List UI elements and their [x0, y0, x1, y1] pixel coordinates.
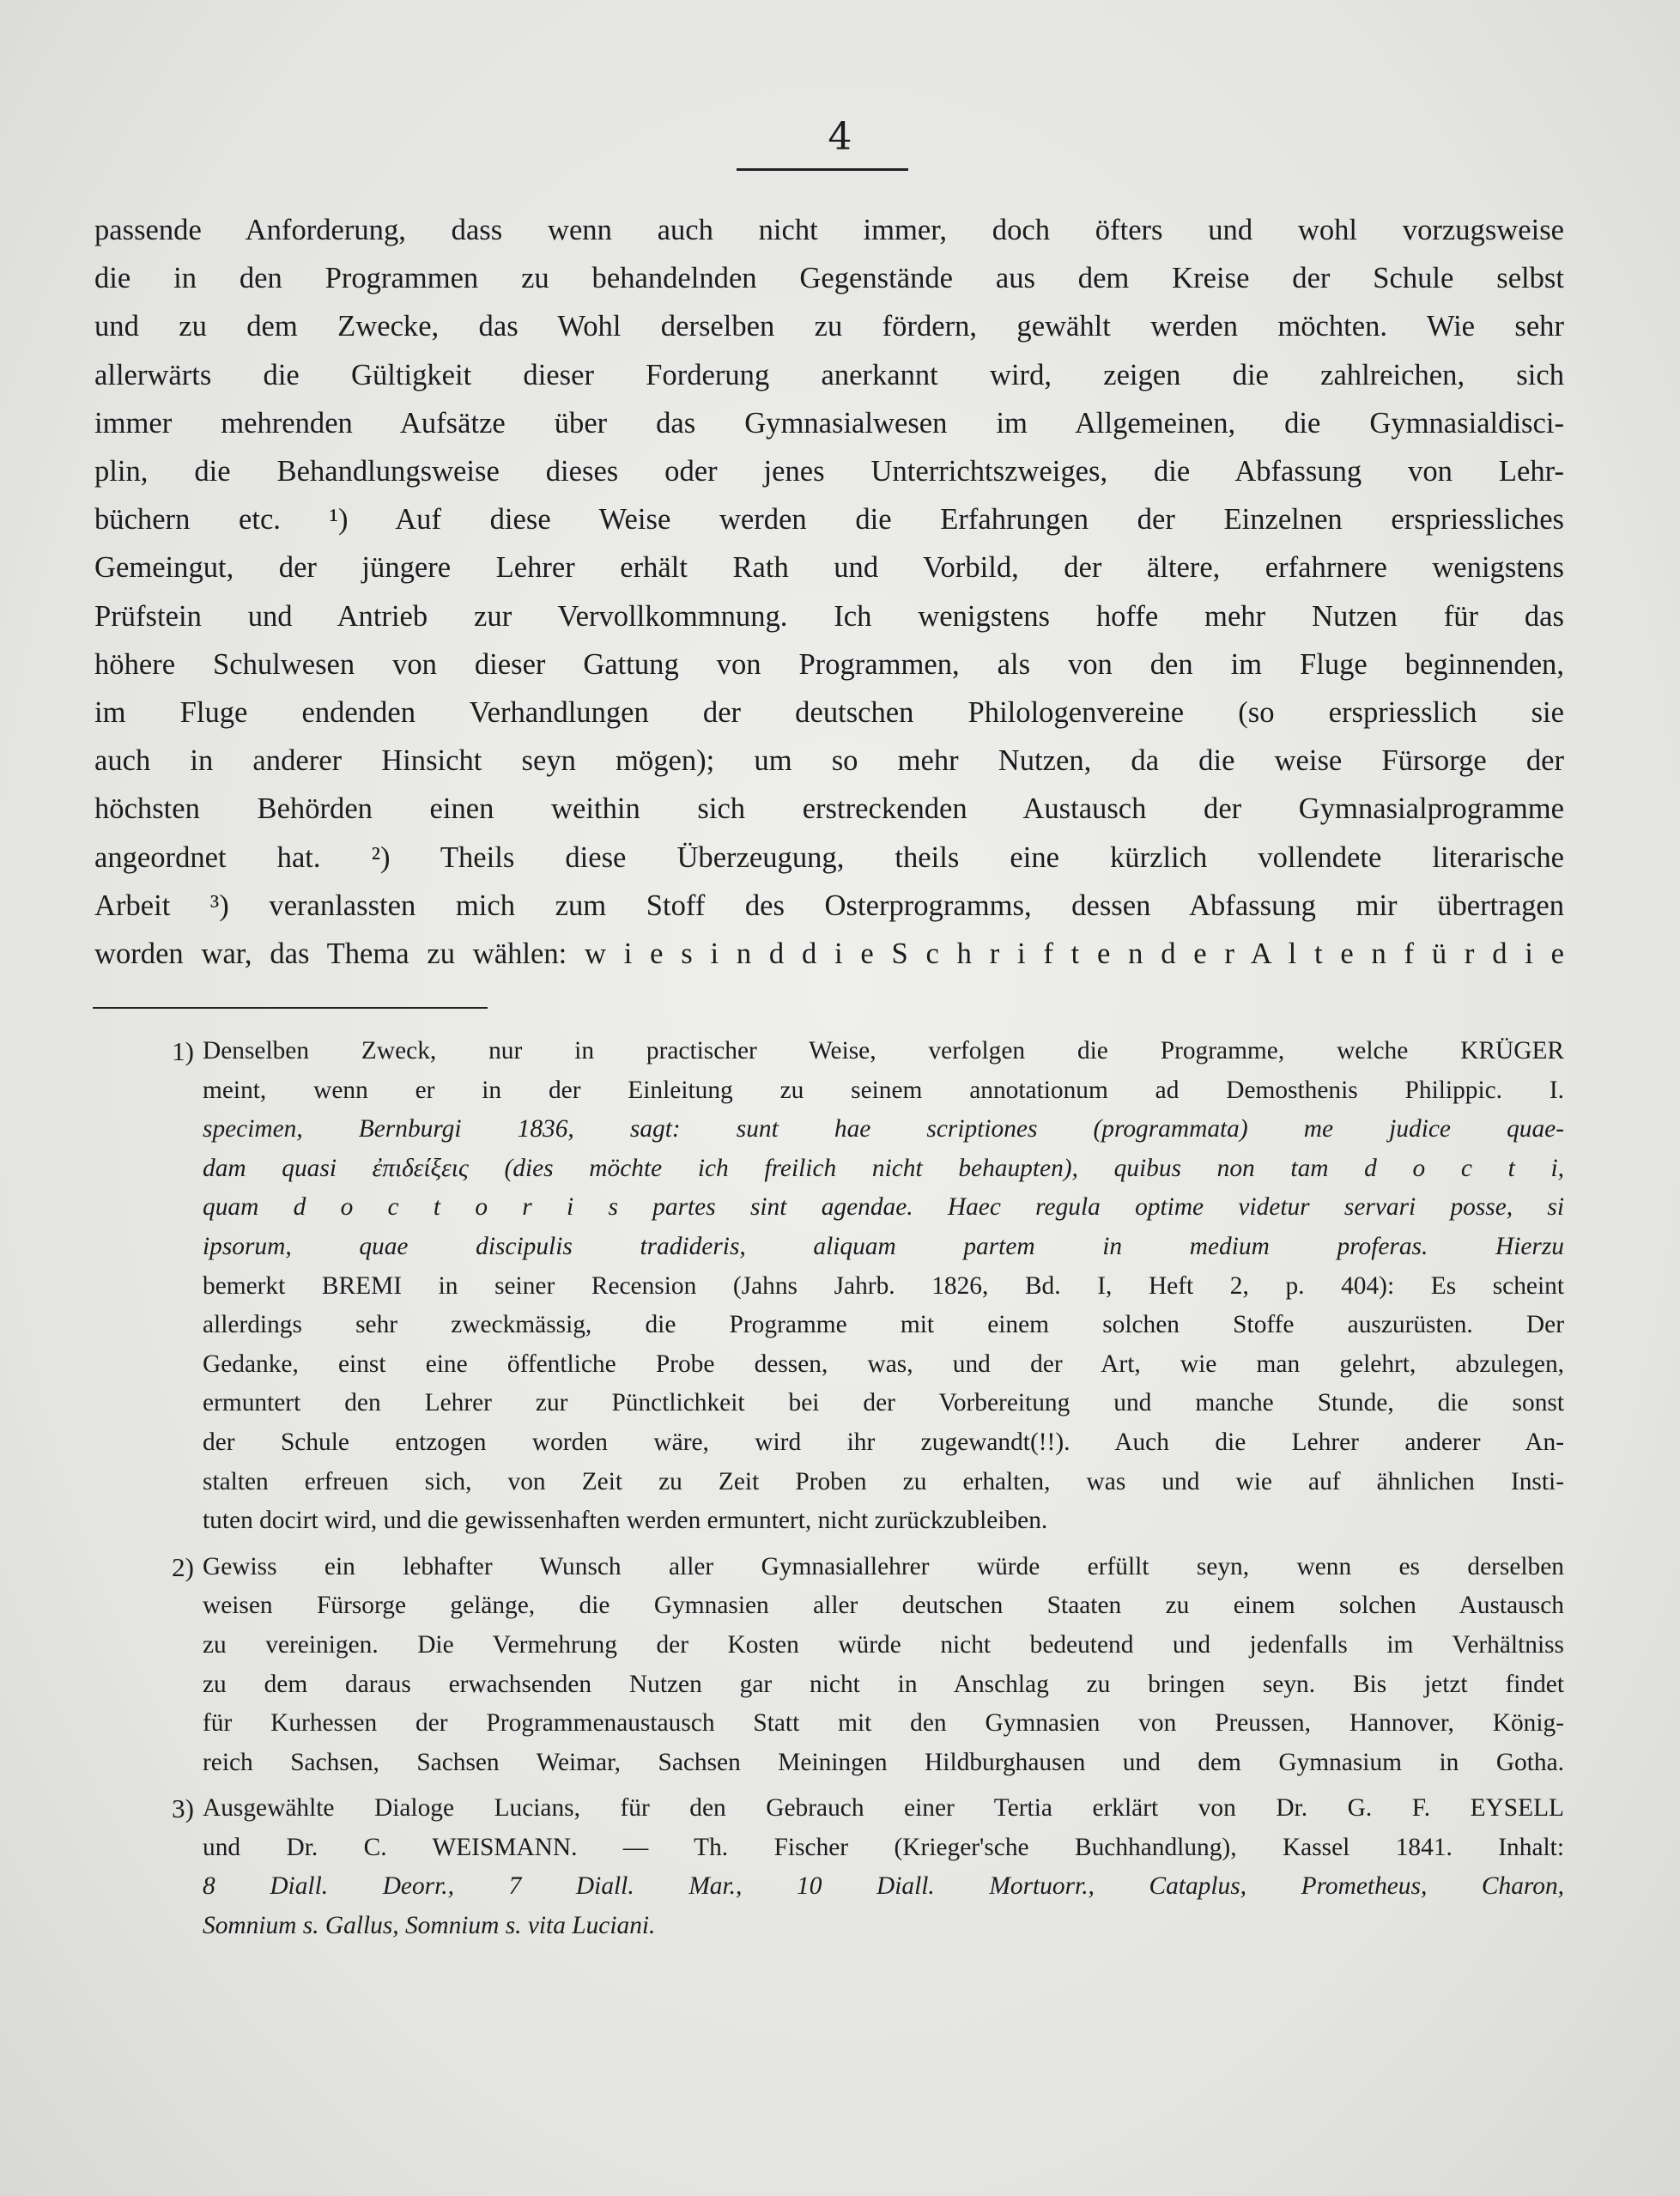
- footnote-number: 2): [172, 1551, 194, 1582]
- footnote-1: [146, 1032, 1564, 1541]
- body-line: immer mehrenden Aufsätze über das Gymnasialwesen im Allgemeinen, die Gymnasialdisci-: [94, 406, 1564, 440]
- footnote-line: 8 Diall. Deorr., 7 Diall. Mar., 10 Diall. Mortuorr., Cataplus, Prometheus, Charon,: [203, 1872, 1564, 1901]
- body-line: die in den Programmen zu behandelnden Gegenstände aus dem Kreise der Schule selbst: [94, 262, 1564, 295]
- footnote-number: 1): [172, 1036, 194, 1066]
- footnote-line: ermuntert den Lehrer zur Pünctlichkeit bei der Vorbereitung und manche Stunde, die sonst: [203, 1389, 1564, 1417]
- footnote-2: [146, 1548, 1564, 1783]
- footnote-line: stalten erfreuen sich, von Zeit zu Zeit Proben zu erhalten, was und wie auf ähnlichen Insti-: [203, 1467, 1564, 1495]
- footnote-line: für Kurhessen der Programmenaustausch Statt mit den Gymnasien von Preussen, Hannover, König-: [203, 1709, 1564, 1738]
- footnote-line: Gedanke, einst eine öffentliche Probe dessen, was, und der Art, wie man gelehrt, abzulegen,: [203, 1350, 1564, 1378]
- body-line: allerwärts die Gültigkeit dieser Forderung anerkannt wird, zeigen die zahlreichen, sich: [94, 358, 1564, 391]
- body-line: höchsten Behörden einen weithin sich erstreckenden Austausch der Gymnasialprogramme: [94, 792, 1564, 826]
- footnote-line: reich Sachsen, Sachsen Weimar, Sachsen Meiningen Hildburghausen und dem Gymnasium in Gotha.: [203, 1748, 1564, 1776]
- body-line: worden war, das Thema zu wählen: w i e s i n d d i e S c h r i f t e n d e r A l t e n f ü r d i e: [94, 937, 1564, 971]
- footnote-line: meint, wenn er in der Einleitung zu seinem annotationum ad Demosthenis Philippic. I.: [203, 1076, 1564, 1104]
- footnote-line: zu vereinigen. Die Vermehrung der Kosten würde nicht bedeutend und jedenfalls im Verhältniss: [203, 1630, 1564, 1659]
- footnote-line: bemerkt BREMI in seiner Recension (Jahns Jahrb. 1826, Bd. I, Heft 2, p. 404): Es scheint: [203, 1271, 1564, 1300]
- body-line: Gemeingut, der jüngere Lehrer erhält Rath und Vorbild, der ältere, erfahrnere wenigstens: [94, 551, 1564, 585]
- body-line: auch in anderer Hinsicht seyn mögen); um so mehr Nutzen, da die weise Fürsorge der: [94, 744, 1564, 778]
- body-line: Prüfstein und Antrieb zur Vervollkommnung. Ich wenigstens hoffe mehr Nutzen für das: [94, 599, 1564, 633]
- footnotes: [146, 1032, 1564, 1953]
- footnote-line: tuten docirt wird, und die gewissenhaften werden ermuntert, nicht zurückzubleiben.: [203, 1507, 1048, 1535]
- footnote-line: allerdings sehr zweckmässig, die Programme mit einem solchen Stoffe auszurüsten. Der: [203, 1311, 1564, 1339]
- body-line: angeordnet hat. ²) Theils diese Überzeugung, theils eine kürzlich vollendete literarische: [94, 840, 1564, 874]
- footnote-line: ipsorum, quae discipulis tradideris, aliquam partem in medium proferas. Hierzu: [203, 1232, 1564, 1260]
- body-line: höhere Schulwesen von dieser Gattung von Programmen, als von den im Fluge beginnenden,: [94, 647, 1564, 681]
- footnote-line: weisen Fürsorge gelänge, die Gymnasien aller deutschen Staaten zu einem solchen Austausch: [203, 1592, 1564, 1620]
- footnote-line: der Schule entzogen worden wäre, wird ihr zugewandt(!!). Auch die Lehrer anderer An-: [203, 1428, 1564, 1456]
- footnote-line: Gewiss ein lebhafter Wunsch aller Gymnasiallehrer würde erfüllt seyn, wenn es derselben: [203, 1552, 1564, 1580]
- footnote-number: 3): [172, 1793, 194, 1824]
- body-line: büchern etc. ¹) Auf diese Weise werden die Erfahrungen der Einzelnen erspriessliches: [94, 503, 1564, 537]
- body-line: passende Anforderung, dass wenn auch nicht immer, doch öfters und wohl vorzugsweise: [94, 214, 1564, 246]
- page-number-rule: [737, 168, 908, 171]
- footnote-line: zu dem daraus erwachsenden Nutzen gar nicht in Anschlag zu bringen seyn. Bis jetzt findet: [203, 1670, 1564, 1698]
- footnote-separator: [93, 1007, 488, 1009]
- page-number: 4: [828, 115, 852, 159]
- body-line: im Fluge endenden Verhandlungen der deutschen Philologenvereine (so erspriesslich sie: [94, 696, 1564, 730]
- footnote-3: [146, 1789, 1564, 1945]
- footnote-line: und Dr. C. WEISMANN. — Th. Fischer (Krieger'sche Buchhandlung), Kassel 1841. Inhalt:: [203, 1833, 1564, 1861]
- body-line: Arbeit ³) veranlassten mich zum Stoff des Osterprogramms, dessen Abfassung mir übertragen: [94, 889, 1564, 922]
- body-line: plin, die Behandlungsweise dieses oder jenes Unterrichtszweiges, die Abfassung von Lehr-: [94, 455, 1564, 488]
- footnote-line: Denselben Zweck, nur in practischer Weise, verfolgen die Programme, welche KRÜGER: [203, 1037, 1564, 1065]
- footnote-line: Ausgewählte Dialoge Lucians, für den Gebrauch einer Tertia erklärt von Dr. G. F. EYSELL: [203, 1794, 1564, 1823]
- footnote-line: dam quasi ἐπιδείξεις (dies möchte ich freilich nicht behaupten), quibus non tam d o c t i,: [203, 1154, 1564, 1182]
- footnote-line: specimen, Bernburgi 1836, sagt: sunt hae scriptiones (programmata) me judice quae-: [203, 1115, 1564, 1143]
- footnote-line: quam d o c t o r i s partes sint agendae. Haec regula optime videtur servari posse, si: [203, 1193, 1564, 1222]
- footnote-line: Somnium s. Gallus, Somnium s. vita Luciani.: [203, 1912, 656, 1940]
- body-text: [94, 206, 1564, 978]
- body-line: und zu dem Zwecke, das Wohl derselben zu fördern, gewählt werden möchten. Wie sehr: [94, 310, 1564, 343]
